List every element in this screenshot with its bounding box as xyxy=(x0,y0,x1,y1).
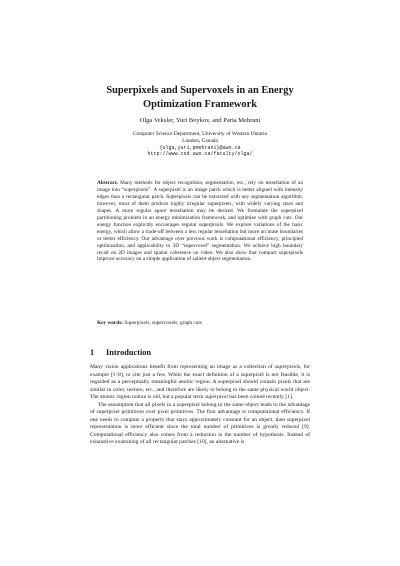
paper-title xyxy=(60,84,340,111)
affiliation-department: Computer Science Department, University of Western Ontario xyxy=(132,131,268,137)
abstract-text: Many methods for object recognition, segmentation, etc., rely on tessellation of an image into “superpixels”. A superpixel is an image patch which is better aligned with intensity edges than a rectangular patch. Superpixels can be extracted with any segmentation algorithm, however, most of them produce highly irregular superpixels, with widely varying sizes and shapes. A more regular space tessellation may be desired. We formulate the superpixel partitioning problem in an energy minimization framework, and optimize with graph cuts. Our energy function explicitly encourages regular superpixels. We explore variations of the basic energy, which allow a trade-off between a less regular tessellation but more accurate boundaries or better efficiency. Our advantage over previous work is computational efficiency, principled optimization, and applicability to 3D “supervoxel” segmentation. We achieve high boundary recall on 2D images and spatial coherence on video. We also show that compact superpixels improve accuracy on a simple application of salient object segmentation. xyxy=(97,180,303,263)
introduction-body xyxy=(90,364,310,447)
title-line-1: Superpixels and Supervoxels in an Energy xyxy=(106,85,294,96)
author-emails: {olga,yuri,pmehrani}@uwo.ca xyxy=(159,144,241,151)
intro-p1-text-b: , for example [1–8], to cite just a few. While the exact definition of a superpixel is not feasible, it is regarded as a perceptually meaningful atomic region. A superpixel should contain pixels that are similar in color, texture, etc., and therefore are likely to belong to the same physical world object. The atomic region notion is old, but a popular term xyxy=(90,364,310,401)
affiliation-location: London, Canada xyxy=(182,137,218,144)
intro-paragraph-1 xyxy=(90,364,310,402)
affiliation-block xyxy=(60,131,340,158)
section-heading-introduction xyxy=(90,348,310,358)
abstract-label: Abstract. xyxy=(97,180,119,186)
section-number: 1 xyxy=(90,348,95,357)
keywords xyxy=(97,320,303,327)
intro-p1-emphasis: superpixels xyxy=(274,364,301,370)
title-line-2: Optimization Framework xyxy=(143,98,257,110)
keywords-text: Superpixels, supervoxels, graph cuts xyxy=(124,320,202,326)
intro-p2-text: The assumption that all pixels in a superpixel belong to the same object leads to the advantage of superpixel primitives over pixel primitives. The first advantage is computational efficiency. If one needs to compute a property that stays approximately constant for an object, then superpixel representation is more efficient since the total number of primitives is greatly reduced [9]. Computational efficiency also comes from a reduction in the number of hypothesis. Instead of exhaustive examining of all rectangular patches [10], an alternative is xyxy=(90,401,310,446)
keywords-label: Key words: xyxy=(97,320,124,326)
author-url[interactable]: http://www.csd.uwo.ca/faculty/olga/ xyxy=(147,151,253,158)
abstract xyxy=(97,180,303,263)
author-list: Olga Veksler, Yuri Boykov, and Paria Mehrani xyxy=(139,117,261,124)
intro-p1-text-c: has been coined recently [1]. xyxy=(227,394,294,401)
intro-paragraph-2 xyxy=(90,402,310,447)
intro-p1-text-a: Many vision applications benefit from representing an image as a collection of xyxy=(90,364,275,370)
intro-p1-emphasis-2: superpixel xyxy=(204,394,228,401)
section-title: Introduction xyxy=(106,348,152,357)
